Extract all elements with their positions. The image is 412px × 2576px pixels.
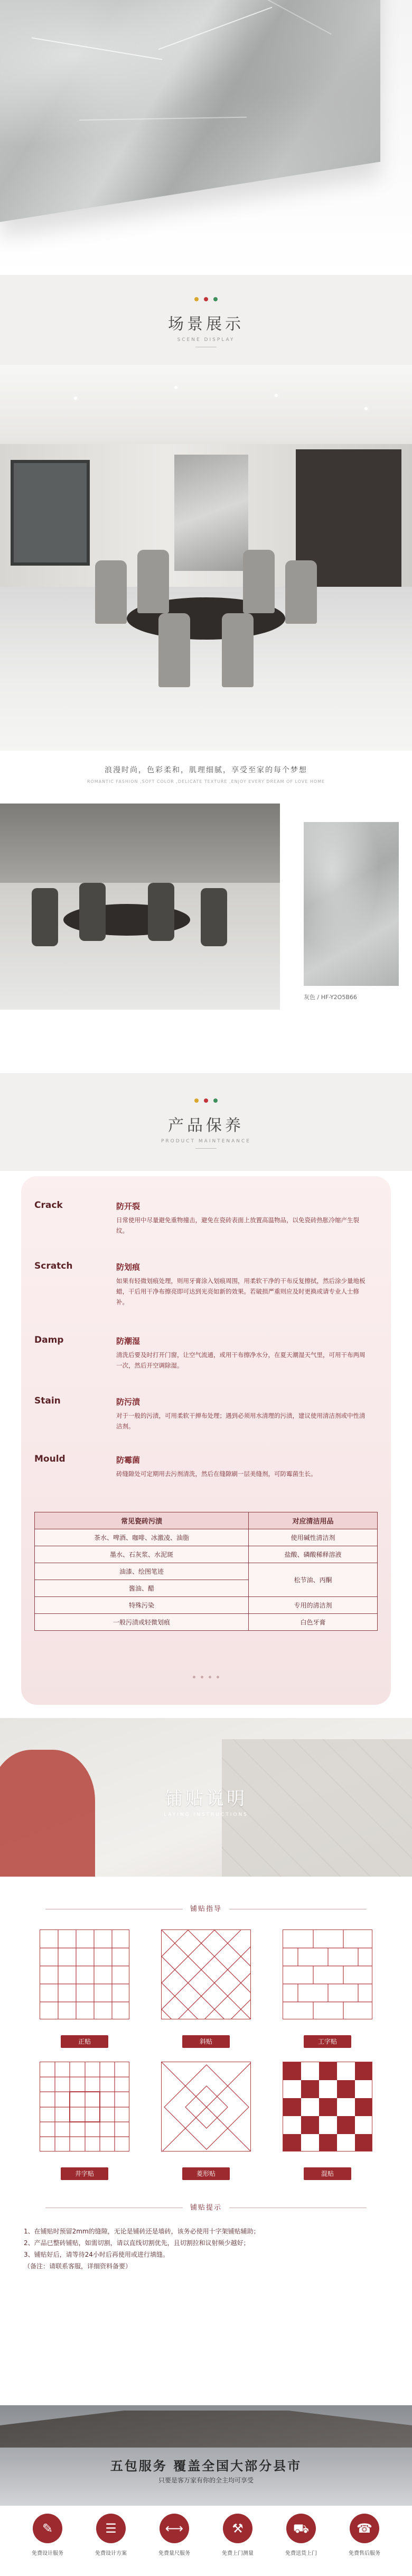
pattern-label: 井字贴 (61, 2167, 108, 2180)
maintenance-section-header (0, 1073, 412, 1171)
tiling-banner (0, 1718, 412, 1877)
stain-cleaning-table (34, 1512, 378, 1631)
table-cell: 一般污渍或轻微划痕 (35, 1614, 249, 1631)
item-en: Crack (34, 1200, 63, 1211)
service-item (214, 2514, 261, 2556)
pattern-diamond (161, 2062, 251, 2152)
item-zh: 防开裂 (116, 1202, 141, 1211)
tip-line: 1、在铺贴时预留2mm的缝隙，无论是铺砖还是墙砖，该务必使用十字架铺贴辅助； (24, 2228, 260, 2235)
item-en: Mould (34, 1454, 65, 1464)
item-zh: 防划痕 (116, 1262, 141, 1272)
item-desc: 砖缝隙处可定期用去污剂清洗，然后在缝隙刷一层美缝剂，可防霉菌生长。 (116, 1470, 317, 1478)
brick-pattern-icon (283, 1930, 372, 2019)
service-label: 免费量尺服务 (158, 2551, 190, 2556)
worker-icon: ⚒ (223, 2514, 252, 2543)
table-row (35, 1529, 378, 1546)
item-desc: 清洗后要及时打开门窗，让空气流通，或用干布擦净水分，在夏天潮湿天气里，可用干布两周一次，然后开空调除湿。 (116, 1351, 366, 1369)
pattern-label: 工字贴 (304, 2035, 351, 2048)
pattern-offset (283, 1929, 372, 2019)
service-label: 免费送货上门 (285, 2551, 317, 2556)
table-cell: 使用碱性清洁剂 (249, 1529, 378, 1546)
table-row (35, 1597, 378, 1614)
tiling-title: 铺贴说明 (165, 1788, 247, 1809)
service-subtitle: 只要是客万家有你的全主均可享受 (158, 2477, 254, 2484)
service-item (151, 2514, 198, 2556)
table-cell: 专用的清洁剂 (249, 1597, 378, 1614)
service-label: 免费设计服务 (32, 2551, 63, 2556)
table-cell: 松节油、丙酮 (249, 1563, 378, 1597)
tiling-subtitle: LAYING INSTRUCTIONS (164, 1812, 248, 1817)
tip-line: 2、产品已整砖铺贴，如需切割，请以直线切割优先，且切割拉和议射频少越好； (24, 2239, 250, 2247)
service-label: 免费上门测量 (222, 2551, 254, 2556)
item-en: Damp (34, 1335, 64, 1345)
table-cell: 墨水、石灰浆、水泥斑 (35, 1546, 249, 1563)
table-cell: 油漆、绘图笔迹 (35, 1563, 249, 1580)
service-icons (0, 2514, 412, 2556)
table-row (35, 1546, 378, 1563)
detail-section (0, 798, 412, 1073)
table-cell: 盐酸、磷酸稀释溶液 (249, 1546, 378, 1563)
tile-sample-image (304, 822, 399, 986)
pattern-diagonal (161, 1929, 251, 2019)
table-cell: 特殊污染 (35, 1597, 249, 1614)
service-title: 五包服务 覆盖全国大部分县市 (110, 2459, 302, 2473)
scene-subtitle: SCENE DISPLAY (177, 337, 235, 343)
table-row (35, 1614, 378, 1631)
decorative-dots (21, 1676, 391, 1678)
pattern-straight (40, 1929, 129, 2019)
pattern-mixed (283, 2062, 372, 2152)
pattern-label: 菱形贴 (182, 2167, 230, 2180)
diamond-pattern-icon (162, 2062, 251, 2152)
item-en: Scratch (34, 1261, 73, 1271)
scene-caption (0, 751, 412, 798)
table-header-row (35, 1512, 378, 1529)
scene-section-header (0, 275, 412, 365)
grid-pattern-icon (40, 1930, 129, 2019)
service-label: 免费设计方案 (95, 2551, 127, 2556)
table-cell: 白色牙膏 (249, 1614, 378, 1631)
scene-title: 场景展示 (168, 315, 244, 334)
item-zh: 防潮湿 (116, 1336, 141, 1346)
item-desc: 日常使用中尽量避免重物撞击，避免在瓷砖表面上放置高温物品，以免瓷砖热胀冷缩产生裂纹。 (116, 1216, 359, 1234)
item-en: Stain (34, 1396, 61, 1406)
plan-icon: ☰ (96, 2514, 126, 2543)
maintenance-card (21, 1176, 391, 1705)
service-item (277, 2514, 325, 2556)
ruler-icon: ⟷ (160, 2514, 189, 2543)
pattern-cross (40, 2062, 129, 2152)
table-cell: 酱油、醋 (35, 1580, 249, 1597)
tip-line: （备注：请联系客服，详细资料备要） (24, 2263, 132, 2270)
diagonal-pattern-icon (162, 1930, 251, 2019)
item-zh: 防污渍 (116, 1397, 141, 1407)
service-section (0, 2405, 412, 2576)
caption-en: ROMANTIC FASHION ,SOFT COLOR ,DELICATE TEXTURE ,ENJOY EVERY DREAM OF LOVE HOME (87, 779, 325, 784)
tips-heading: 铺贴提示 (0, 2202, 412, 2212)
detail-room-image (0, 804, 280, 1010)
table-header: 常见瓷砖污渍 (35, 1512, 249, 1529)
design-icon: ✎ (33, 2514, 62, 2543)
hero-marble-slab (0, 0, 412, 275)
maintenance-content (0, 1171, 412, 1718)
dining-room-scene-image (0, 365, 412, 751)
maintenance-title: 产品保养 (168, 1116, 244, 1135)
marble-slab-image (0, 0, 380, 222)
decorative-dots (0, 297, 412, 301)
service-label: 免费售后服务 (349, 2551, 380, 2556)
item-zh: 防霉菌 (116, 1455, 141, 1465)
service-item (341, 2514, 388, 2556)
service-item (24, 2514, 71, 2556)
tiling-tips (24, 2226, 394, 2272)
pattern-label: 斜贴 (182, 2035, 230, 2048)
table-row (35, 1563, 378, 1580)
guide-heading: 铺贴指导 (0, 1903, 412, 1913)
service-item (87, 2514, 135, 2556)
maintenance-subtitle: PRODUCT MAINTENANCE (161, 1139, 251, 1144)
tiling-guide (0, 1877, 412, 2405)
caption-zh: 浪漫时尚，色彩柔和，肌理细腻，享受至家的每个梦想 (105, 766, 307, 774)
tip-line: 3、铺贴好后，请等待24小时后再使用或进行填缝。 (24, 2251, 169, 2258)
truck-icon: ⛟ (286, 2514, 316, 2543)
decorative-dots (0, 1098, 412, 1103)
pattern-label: 混贴 (304, 2167, 351, 2180)
checker-pattern-icon (283, 2062, 372, 2152)
pattern-label: 正贴 (61, 2035, 108, 2048)
item-desc: 对于一般的污渍，可用柔软干掸布处理；遇到必须用水清理的污渍，建议使用清洁剂或中性清洁剂。 (116, 1412, 366, 1430)
cross-pattern-icon (40, 2062, 129, 2152)
table-header: 对应清洁用品 (249, 1512, 378, 1529)
tile-sample-label: 灰色 / HF-Y2O5B66 (304, 994, 357, 1001)
support-icon: ☎ (350, 2514, 379, 2543)
table-cell: 茶水、啤酒、咖啡、冰激凌、油脂 (35, 1529, 249, 1546)
item-desc: 如果有轻微划痕处理，则用牙膏涂入划痕周围，用柔软干净的干布反复擦拭，然后涂少量地板蜡，干后用干净布擦亮即可达到光亮如新的效果。若破损严重则应及时更换或请专业人士修补。 (116, 1277, 366, 1306)
